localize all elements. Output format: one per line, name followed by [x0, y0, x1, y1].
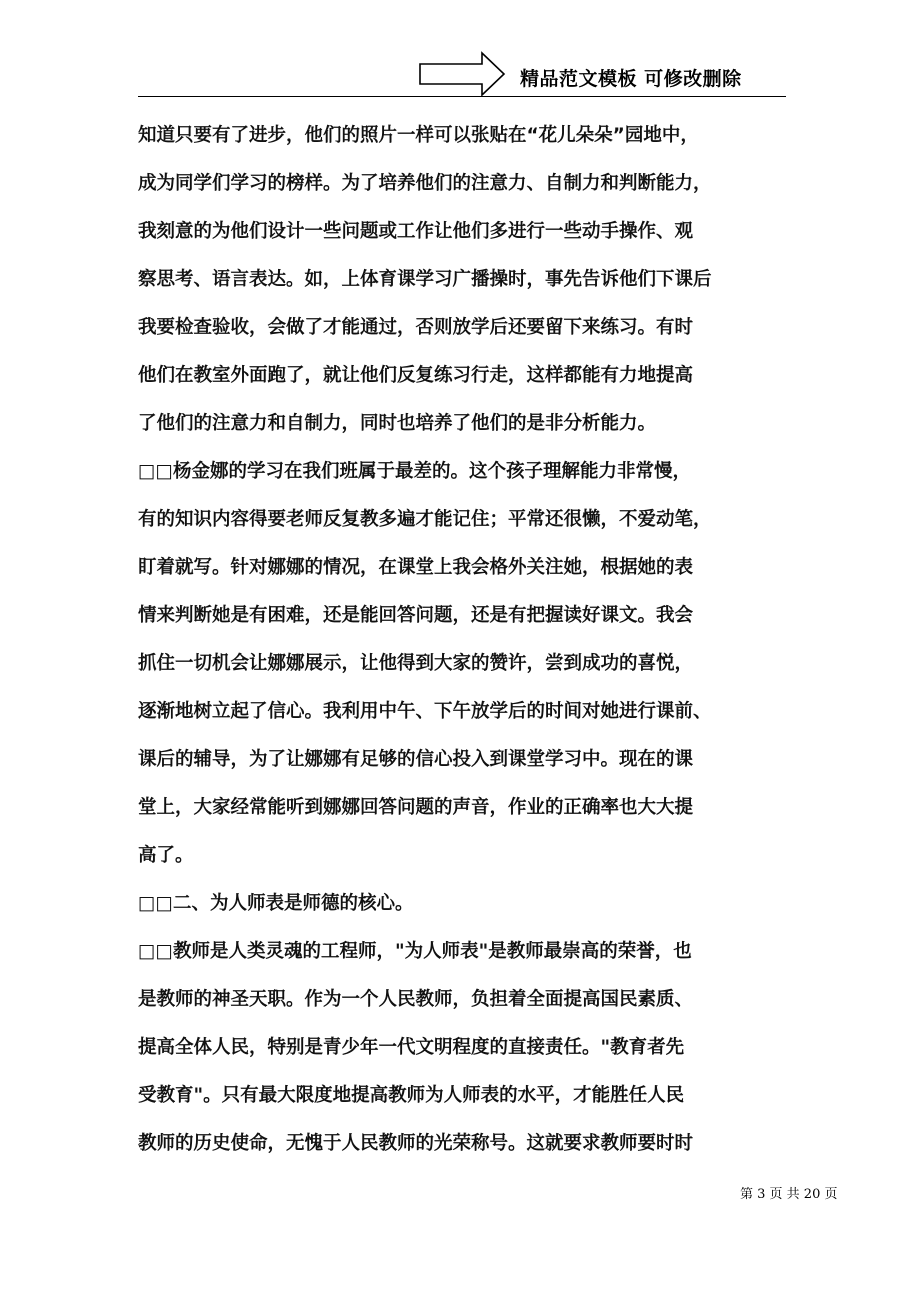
text-line: 提高全体人民，特别是青少年一代文明程度的直接责任。"教育者先 [138, 1037, 685, 1058]
text-line: 教师的历史使命，无愧于人民教师的光荣称号。这就要求教师要时时 [138, 1133, 694, 1154]
text-line: 知道只要有了进步，他们的照片一样可以张贴在“花儿朵朵”园地中， [138, 125, 699, 146]
page-header [0, 0, 920, 100]
text-line: 他们在教室外面跑了，就让他们反复练习行走，这样都能有力地提高 [138, 365, 694, 386]
text-line: 情来判断她是有困难，还是能回答问题，还是有把握读好课文。我会 [138, 605, 694, 626]
text-line: 了他们的注意力和自制力，同时也培养了他们的是非分析能力。 [138, 413, 657, 434]
text-line: 堂上，大家经常能听到娜娜回答问题的声音，作业的正确率也大大提 [138, 797, 694, 818]
section-heading: □□二、为人师表是师德的核心。 [138, 893, 414, 914]
text-line: 课后的辅导，为了让娜娜有足够的信心投入到课堂学习中。现在的课 [138, 749, 694, 770]
header-divider [138, 96, 786, 97]
text-line: 是教师的神圣天职。作为一个人民教师，负担着全面提高国民素质、 [138, 989, 694, 1010]
header-title: 精品范文模板 可修改删除 [520, 68, 742, 90]
text-line: 高了。 [138, 845, 194, 866]
text-line: 成为同学们学习的榜样。为了培养他们的注意力、自制力和判断能力， [138, 173, 712, 194]
text-line: 盯着就写。针对娜娜的情况，在课堂上我会格外关注她，根据她的表 [138, 557, 694, 578]
right-arrow-icon [418, 51, 506, 97]
text-line: 逐渐地树立起了信心。我利用中午、下午放学后的时间对她进行课前、 [138, 701, 712, 722]
text-line: 受教育"。只有最大限度地提高教师为人师表的水平，才能胜任人民 [138, 1085, 685, 1106]
text-line: 我刻意的为他们设计一些问题或工作让他们多进行一些动手操作、观 [138, 221, 694, 242]
text-line: 察思考、语言表达。如，上体育课学习广播操时，事先告诉他们下课后 [138, 269, 712, 290]
text-line: 有的知识内容得要老师反复教多遍才能记住；平常还很懒，不爱动笔， [138, 509, 712, 530]
text-line: □□杨金娜的学习在我们班属于最差的。这个孩子理解能力非常慢， [138, 461, 691, 482]
page-number: 第 3 页 共 20 页 [740, 1187, 838, 1202]
text-line: 我要检查验收，会做了才能通过，否则放学后还要留下来练习。有时 [138, 317, 694, 338]
document-body [138, 112, 790, 1168]
text-line: □□教师是人类灵魂的工程师，"为人师表"是教师最崇高的荣誉，也 [138, 941, 692, 962]
text-line: 抓住一切机会让娜娜展示，让他得到大家的赞许，尝到成功的喜悦， [138, 653, 694, 674]
